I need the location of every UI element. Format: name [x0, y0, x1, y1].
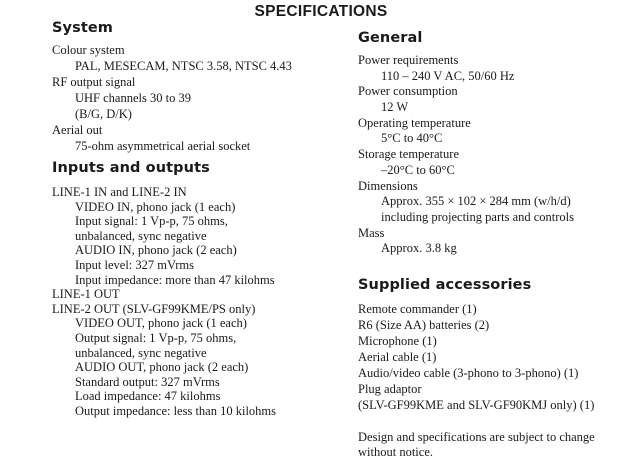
spec-line: Aerial cable (1) [358, 350, 437, 364]
spec-line: Input signal: 1 Vp-p, 75 ohms, [75, 214, 228, 229]
spec-line: RF output signal [52, 75, 136, 89]
spec-line: PAL, MESECAM, NTSC 3.58, NTSC 4.43 [75, 59, 292, 73]
spec-line: AUDIO OUT, phono jack (2 each) [75, 360, 249, 375]
notice [358, 430, 595, 459]
spec-line: Plug adaptor [358, 382, 422, 396]
section-heading-accessories: Supplied accessories [358, 277, 532, 293]
spec-line: LINE-1 IN and LINE-2 IN [52, 185, 187, 199]
spec-line: (SLV-GF99KME and SLV-GF90KMJ only) (1) [358, 398, 595, 412]
spec-line: Approx. 3.8 kg [381, 241, 457, 256]
section-heading-general: General [358, 30, 423, 46]
spec-line: unbalanced, sync negative [75, 228, 207, 243]
spec-line: UHF channels 30 to 39 [75, 91, 191, 105]
spec-line: Output signal: 1 Vp-p, 75 ohms, [75, 330, 237, 345]
spec-line: Operating temperature [358, 115, 471, 130]
spec-line: 75-ohm asymmetrical aerial socket [75, 139, 251, 153]
spec-line: Standard output: 327 mVrms [75, 374, 220, 389]
section-heading-system: System [52, 20, 114, 36]
accessories-list [358, 301, 594, 413]
page-title: SPECIFICATIONS [254, 3, 388, 20]
spec-line: Approx. 355 × 102 × 284 mm (w/h/d) [381, 194, 571, 209]
spec-line: Audio/video cable (3-phono to 3-phono) (1) [358, 366, 579, 380]
spec-line: 110 – 240 V AC, 50/60 Hz [381, 68, 515, 83]
spec-line: 5°C to 40°C [381, 131, 443, 146]
spec-line: AUDIO IN, phono jack (2 each) [75, 243, 237, 258]
spec-line: VIDEO IN, phono jack (1 each) [75, 199, 236, 214]
spec-line: Dimensions [358, 178, 418, 193]
spec-line: Load impedance: 47 kilohms [75, 389, 221, 404]
inputs-outputs-specs [52, 185, 276, 419]
spec-line: Input impedance: more than 47 kilohms [75, 272, 275, 287]
general-specs [358, 53, 574, 257]
spec-line: (B/G, D/K) [75, 107, 132, 121]
spec-line: Mass [358, 225, 385, 240]
spec-line: LINE-2 OUT (SLV-GF99KME/PS only) [52, 301, 256, 316]
spec-line: Microphone (1) [358, 334, 437, 348]
spec-line: including projecting parts and controls [381, 209, 575, 224]
spec-line: Design and specifications are subject to change [358, 430, 595, 444]
spec-line: Remote commander (1) [358, 302, 477, 316]
section-heading-inputs-outputs: Inputs and outputs [52, 160, 210, 176]
spec-line: Power consumption [358, 84, 458, 99]
spec-line: LINE-1 OUT [52, 287, 120, 302]
spec-line: Aerial out [52, 123, 103, 137]
system-specs [52, 42, 292, 154]
spec-line: Input level: 327 mVrms [75, 257, 195, 272]
spec-line: Output impedance: less than 10 kilohms [75, 403, 277, 418]
spec-line: Colour system [52, 43, 125, 57]
spec-line: 12 W [381, 100, 409, 115]
spec-line: VIDEO OUT, phono jack (1 each) [75, 316, 247, 331]
spec-line: Power requirements [358, 53, 459, 67]
spec-line: –20°C to 60°C [381, 162, 455, 177]
spec-line: Storage temperature [358, 147, 459, 162]
spec-line: without notice. [358, 444, 433, 459]
spec-line: unbalanced, sync negative [75, 345, 207, 360]
spec-line: R6 (Size AA) batteries (2) [358, 318, 490, 332]
